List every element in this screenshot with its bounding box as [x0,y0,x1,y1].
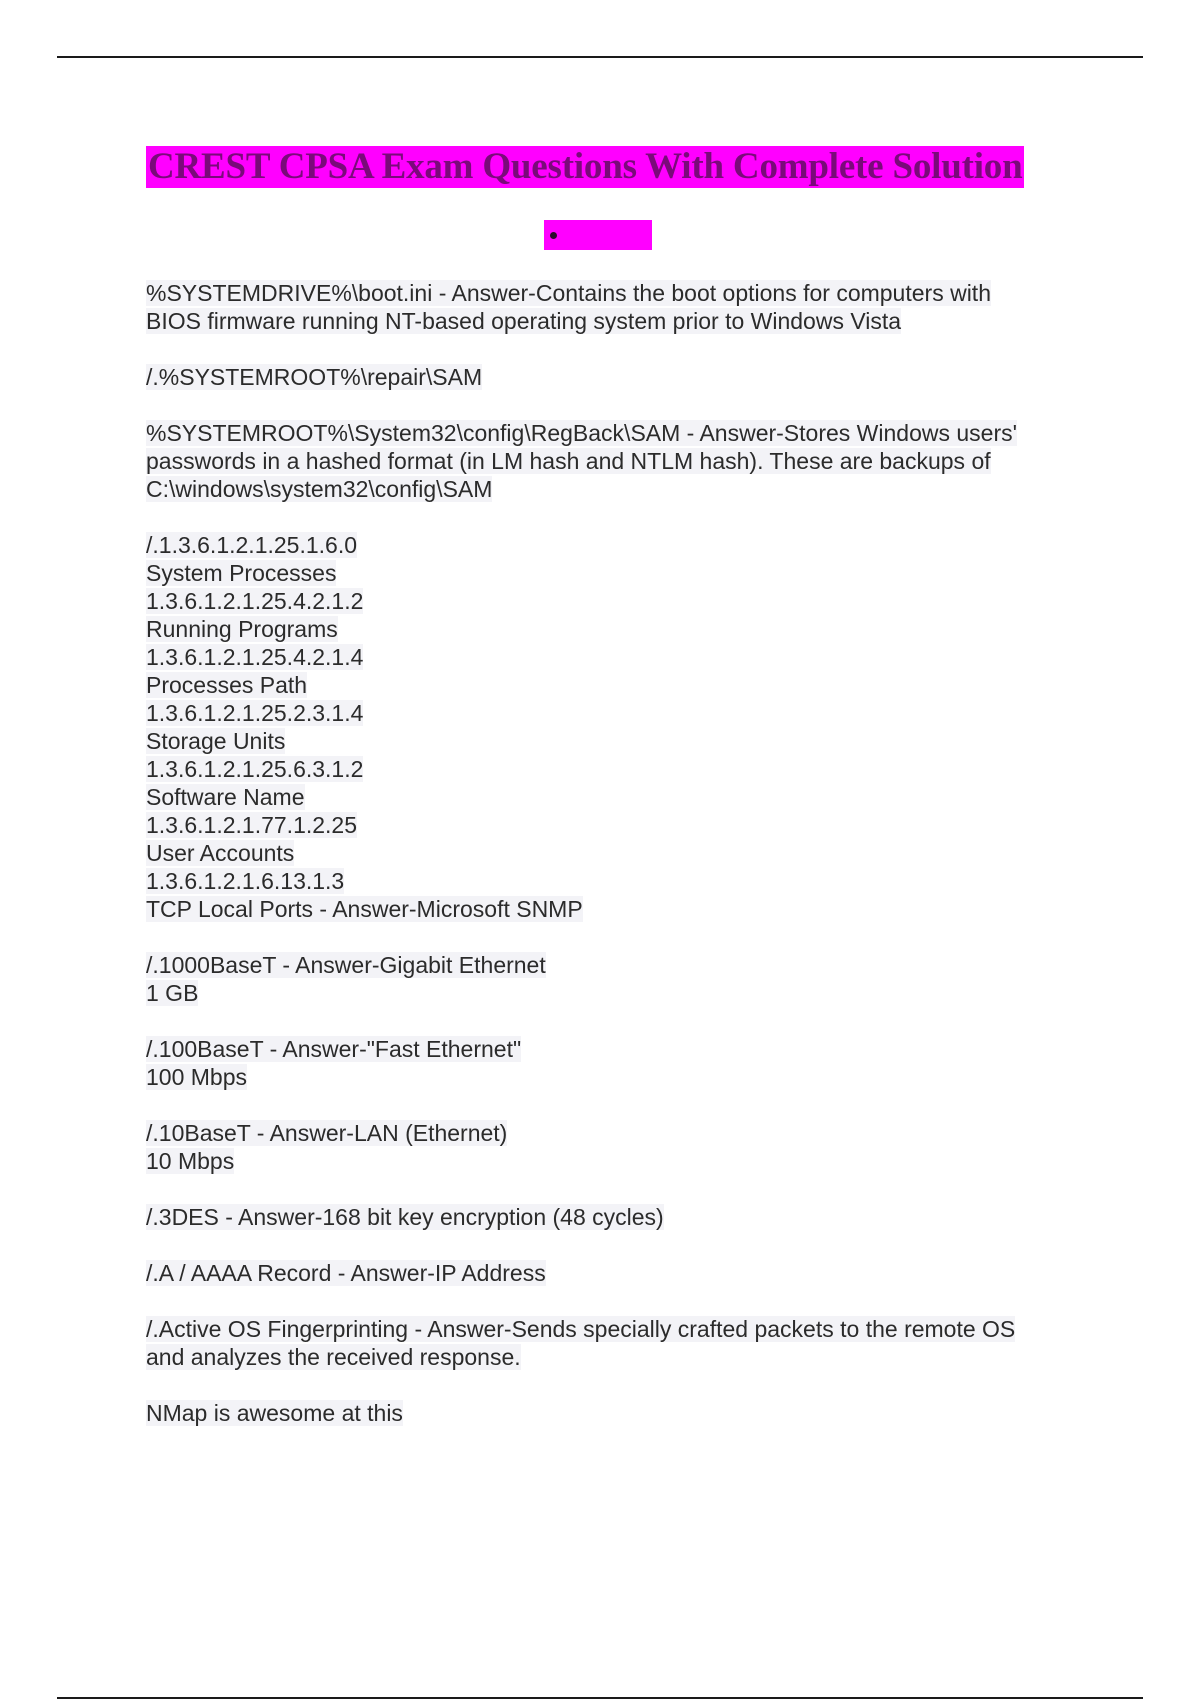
text-line-content: %SYSTEMDRIVE%\boot.ini - Answer-Contains the boot options for computers with [146,280,991,306]
document-body [146,279,1076,1455]
qa-paragraph [146,419,1076,503]
text-line [146,587,1076,615]
text-line-content: 100 Mbps [146,1064,248,1090]
text-line [146,811,1076,839]
text-line-content: 1.3.6.1.2.1.25.6.3.1.2 [146,756,364,782]
text-line-content: Processes Path [146,672,308,698]
text-line [146,1063,1076,1091]
text-line-content: /.10BaseT - Answer-LAN (Ethernet) [146,1120,508,1146]
text-line [146,671,1076,699]
text-line [146,951,1076,979]
text-line-content: /.A / AAAA Record - Answer-IP Address [146,1260,546,1286]
text-line-content: NMap is awesome at this [146,1400,403,1426]
text-line [146,1259,1076,1287]
qa-paragraph [146,1315,1076,1371]
text-line-content: %SYSTEMROOT%\System32\config\RegBack\SAM - Answer-Stores Windows users' [146,420,1017,446]
bullet-highlight [544,220,652,250]
qa-paragraph [146,1203,1076,1231]
text-line-content: 1.3.6.1.2.1.25.4.2.1.4 [146,644,364,670]
text-line [146,1119,1076,1147]
text-line [146,643,1076,671]
text-line-content: Running Programs [146,616,338,642]
text-line-content: Software Name [146,784,305,810]
text-line-content: 1.3.6.1.2.1.6.13.1.3 [146,868,345,894]
text-line [146,475,1076,503]
qa-paragraph [146,531,1076,923]
qa-paragraph [146,951,1076,1007]
text-line [146,1399,1076,1427]
text-line [146,615,1076,643]
text-line [146,307,1076,335]
text-line [146,531,1076,559]
text-line [146,783,1076,811]
qa-paragraph [146,1035,1076,1091]
qa-paragraph [146,363,1076,391]
text-line-content: /.Active OS Fingerprinting - Answer-Sends specially crafted packets to the remote OS [146,1316,1016,1342]
text-line-content: 1.3.6.1.2.1.25.2.3.1.4 [146,700,364,726]
text-line-content: /.3DES - Answer-168 bit key encryption (48 cycles) [146,1204,664,1230]
text-line [146,699,1076,727]
text-line-content: /.100BaseT - Answer-"Fast Ethernet" [146,1036,522,1062]
text-line-content: /.1000BaseT - Answer-Gigabit Ethernet [146,952,546,978]
text-line [146,363,1076,391]
text-line-content: BIOS firmware running NT-based operating system prior to Windows Vista [146,308,902,334]
title-highlight [146,146,1024,188]
text-line-content: /.1.3.6.1.2.1.25.1.6.0 [146,532,357,558]
text-line-content: passwords in a hashed format (in LM hash and NTLM hash). These are backups of [146,448,991,474]
text-line [146,755,1076,783]
text-line-content: C:\windows\system32\config\SAM [146,476,493,502]
text-line [146,447,1076,475]
document-title: CREST CPSA Exam Questions With Complete Solution [148,146,1023,187]
footer-rule [57,1697,1143,1699]
text-line-content: Storage Units [146,728,286,754]
bullet-dot-icon [550,232,557,239]
qa-paragraph [146,1399,1076,1427]
text-line-content: 1.3.6.1.2.1.25.4.2.1.2 [146,588,364,614]
text-line [146,1203,1076,1231]
text-line [146,839,1076,867]
text-line [146,727,1076,755]
header-rule [57,56,1143,58]
text-line [146,279,1076,307]
text-line-content: 1 GB [146,980,199,1006]
qa-paragraph [146,1119,1076,1175]
text-line [146,1147,1076,1175]
text-line [146,895,1076,923]
text-line [146,1035,1076,1063]
text-line-content: 1.3.6.1.2.1.77.1.2.25 [146,812,358,838]
text-line [146,867,1076,895]
text-line [146,419,1076,447]
text-line-content: System Processes [146,560,337,586]
text-line [146,1315,1076,1343]
text-line-content: User Accounts [146,840,295,866]
text-line [146,979,1076,1007]
text-line-content: 10 Mbps [146,1148,235,1174]
text-line [146,1343,1076,1371]
qa-paragraph [146,1259,1076,1287]
text-line [146,559,1076,587]
text-line-content: /.%SYSTEMROOT%\repair\SAM [146,364,483,390]
text-line-content: and analyzes the received response. [146,1344,521,1370]
text-line-content: TCP Local Ports - Answer-Microsoft SNMP [146,896,583,922]
qa-paragraph [146,279,1076,335]
